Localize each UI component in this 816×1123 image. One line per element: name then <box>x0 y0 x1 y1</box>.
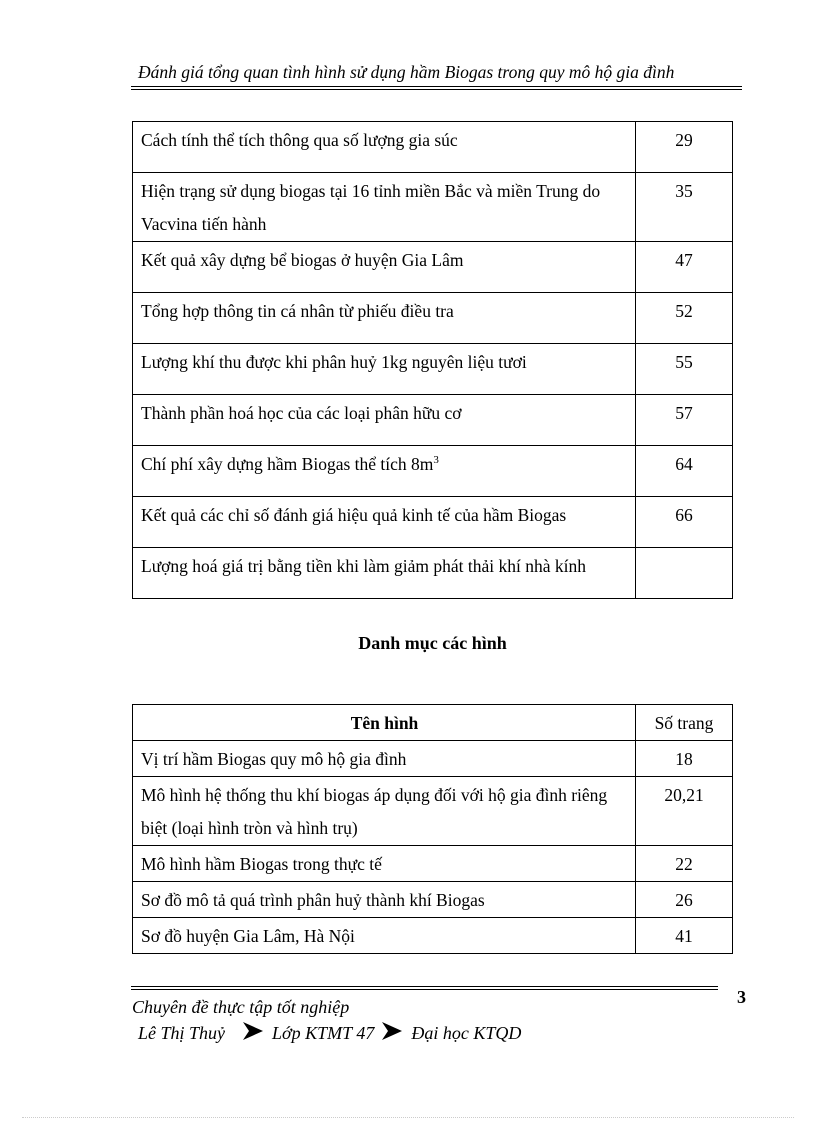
page-header-title: Đánh giá tổng quan tình hình sử dụng hầm Biogas trong quy mô hộ gia đình <box>138 62 675 82</box>
page-edge-divider <box>22 1117 794 1118</box>
page-cell <box>636 548 733 599</box>
page-cell: 41 <box>636 918 733 954</box>
page-cell: 66 <box>636 497 733 548</box>
table-name-cell: Thành phần hoá học của các loại phân hữu cơ <box>133 395 636 446</box>
page-cell: 22 <box>636 846 733 882</box>
table-row <box>133 882 733 918</box>
footer-credits <box>138 1022 521 1045</box>
figure-name-cell: Vị trí hầm Biogas quy mô hộ gia đình <box>133 741 636 777</box>
table-row <box>133 395 733 446</box>
table-name-cell: Kết quả xây dựng bể biogas ở huyện Gia Lâm <box>133 242 636 293</box>
page-cell: 35 <box>636 173 733 242</box>
header-rule-bottom <box>131 89 742 90</box>
footer-author: Lê Thị Thuỷ <box>138 1023 226 1043</box>
figure-name-cell: Mô hình hầm Biogas trong thực tế <box>133 846 636 882</box>
table-name-cell: Cách tính thể tích thông qua số lượng gia súc <box>133 122 636 173</box>
footer-rule-bottom <box>131 989 718 990</box>
page-cell: 26 <box>636 882 733 918</box>
table-name-cell <box>133 446 636 497</box>
page-cell: 18 <box>636 741 733 777</box>
footer-class: Lớp KTMT 47 <box>272 1023 375 1043</box>
table-name-cell: Lượng khí thu được khi phân huỷ 1kg nguyên liệu tươi <box>133 344 636 395</box>
table-row <box>133 777 733 846</box>
table-row <box>133 846 733 882</box>
table-name-text: Chí phí xây dựng hầm Biogas thể tích 8m <box>141 454 434 474</box>
page-cell: 55 <box>636 344 733 395</box>
figures-list <box>132 704 733 954</box>
table-row <box>133 918 733 954</box>
table-row <box>133 548 733 599</box>
header-rule-top <box>131 86 742 87</box>
table-name-cell: Lượng hoá giá trị bằng tiền khi làm giảm phát thải khí nhà kính <box>133 548 636 599</box>
page-cell: 47 <box>636 242 733 293</box>
table-row <box>133 497 733 548</box>
table-row <box>133 122 733 173</box>
page-cell: 29 <box>636 122 733 173</box>
table-row <box>133 446 733 497</box>
column-header-name: Tên hình <box>133 705 636 741</box>
tables-list <box>132 121 733 599</box>
figure-name-cell: Mô hình hệ thống thu khí biogas áp dụng đối với hộ gia đình riêng biệt (loại hình tròn và hình trụ) <box>133 777 636 846</box>
table-name-cell: Hiện trạng sử dụng biogas tại 16 tỉnh miền Bắc và miền Trung do Vacvina tiến hành <box>133 173 636 242</box>
footer-title: Chuyên đề thực tập tốt nghiệp <box>132 997 350 1017</box>
table-header-row <box>133 705 733 741</box>
table-row <box>133 293 733 344</box>
figures-section-title: Danh mục các hình <box>358 633 507 653</box>
table-name-cell: Kết quả các chỉ số đánh giá hiệu quả kinh tế của hầm Biogas <box>133 497 636 548</box>
table-row <box>133 242 733 293</box>
table-name-cell: Tổng hợp thông tin cá nhân từ phiếu điều tra <box>133 293 636 344</box>
table-row <box>133 344 733 395</box>
page-cell: 20,21 <box>636 777 733 846</box>
column-header-page: Số trang <box>636 705 733 741</box>
table-row <box>133 741 733 777</box>
table-row <box>133 173 733 242</box>
superscript: 3 <box>433 454 439 467</box>
arrow-right-icon <box>243 1022 263 1045</box>
page-cell: 52 <box>636 293 733 344</box>
figure-name-cell: Sơ đồ mô tả quá trình phân huỷ thành khí Biogas <box>133 882 636 918</box>
page-cell: 57 <box>636 395 733 446</box>
figure-name-cell: Sơ đồ huyện Gia Lâm, Hà Nội <box>133 918 636 954</box>
arrow-right-icon <box>382 1022 402 1045</box>
page-number: 3 <box>737 987 746 1007</box>
footer-school: Đại học KTQD <box>411 1023 522 1043</box>
page-cell: 64 <box>636 446 733 497</box>
footer-rule-top <box>131 986 718 987</box>
